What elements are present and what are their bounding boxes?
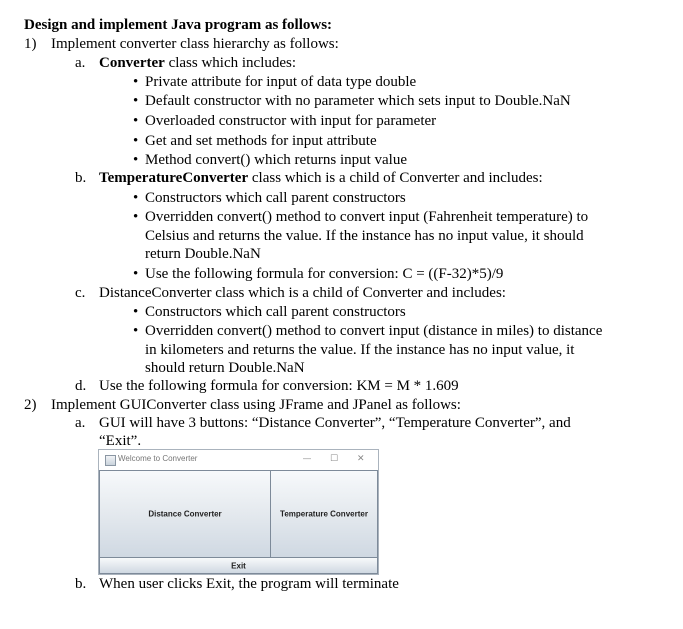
item2a-text-line1: GUI will have 3 buttons: “Distance Converter”, “Temperature Converter”, and: [99, 415, 571, 431]
item1d-label: d.: [75, 378, 87, 394]
item1a-label: a.: [75, 55, 86, 71]
item1c-bullet-2-cont: in kilometers and returns the value. If the instance has no input value, it: [145, 342, 575, 358]
java-app-icon: [105, 455, 116, 466]
item1-text: Implement converter class hierarchy as follows:: [51, 36, 339, 52]
item1b-bullet-1: • Constructors which call parent constructors: [133, 190, 406, 206]
item1b-bullet-3: • Use the following formula for conversion: C = ((F-32)*5)/9: [133, 266, 504, 282]
converter-class-name: Converter: [99, 55, 165, 71]
item1c-text: DistanceConverter class which is a child of Converter and includes:: [99, 285, 506, 301]
item2b-text: When user clicks Exit, the program will terminate: [99, 576, 399, 592]
item1a-bullet-3: • Overloaded constructor with input for parameter: [133, 113, 437, 129]
item2-number: 2): [24, 397, 37, 413]
item2b-label: b.: [75, 576, 87, 592]
item1c-bullet-2-cont2: should return Double.NaN: [145, 360, 305, 376]
item1a-text: [99, 54, 296, 73]
item1b-bullet-2: • Overridden convert() method to convert input (Fahrenheit temperature) to: [133, 209, 589, 225]
item1b-rest: class which is a child of Converter and includes:: [251, 170, 543, 186]
item1b-bullet-2-cont2: return Double.NaN: [145, 246, 261, 262]
item1d-text: Use the following formula for conversion: KM = M * 1.609: [99, 378, 459, 394]
maximize-icon[interactable]: ☐: [330, 453, 339, 463]
item1a-bullet-4: • Get and set methods for input attribute: [133, 133, 377, 149]
item2-text: Implement GUIConverter class using JFrame and JPanel as follows:: [51, 397, 461, 413]
close-icon[interactable]: ✕: [357, 453, 365, 463]
item2a-label: a.: [75, 415, 86, 431]
temperature-converter-button[interactable]: Temperature Converter: [270, 470, 378, 558]
item1-number: 1): [24, 36, 37, 52]
window-titlebar: [99, 450, 378, 470]
item1b-label: b.: [75, 170, 87, 186]
temperature-converter-class-name: TemperatureConverter: [99, 170, 249, 186]
window-content-panel: [99, 470, 378, 574]
item1c-bullet-2: • Overridden convert() method to convert input (distance in miles) to distance: [133, 323, 603, 339]
window-title: Welcome to Converter: [118, 454, 198, 463]
item1a-bullet-1: • Private attribute for input of data type double: [133, 74, 417, 90]
item2a-text-line2: “Exit”.: [99, 433, 142, 449]
item1a-bullet-2: • Default constructor with no parameter which sets input to Double.NaN: [133, 93, 571, 109]
item1c-label: c.: [75, 285, 86, 301]
item1c-bullet-1: • Constructors which call parent constructors: [133, 304, 406, 320]
heading: Design and implement Java program as follows:: [24, 17, 333, 33]
item1b-bullet-2-cont: Celsius and returns the value. If the instance has no input value, it should: [145, 228, 584, 244]
exit-button[interactable]: Exit: [99, 557, 378, 574]
converter-window: [98, 449, 379, 575]
minimize-icon[interactable]: —: [303, 454, 311, 463]
distance-converter-button[interactable]: Distance Converter: [99, 470, 271, 558]
item1b-text: [99, 169, 543, 188]
item1a-rest: class which includes:: [168, 55, 297, 71]
item1a-bullet-5: • Method convert() which returns input value: [133, 152, 408, 168]
